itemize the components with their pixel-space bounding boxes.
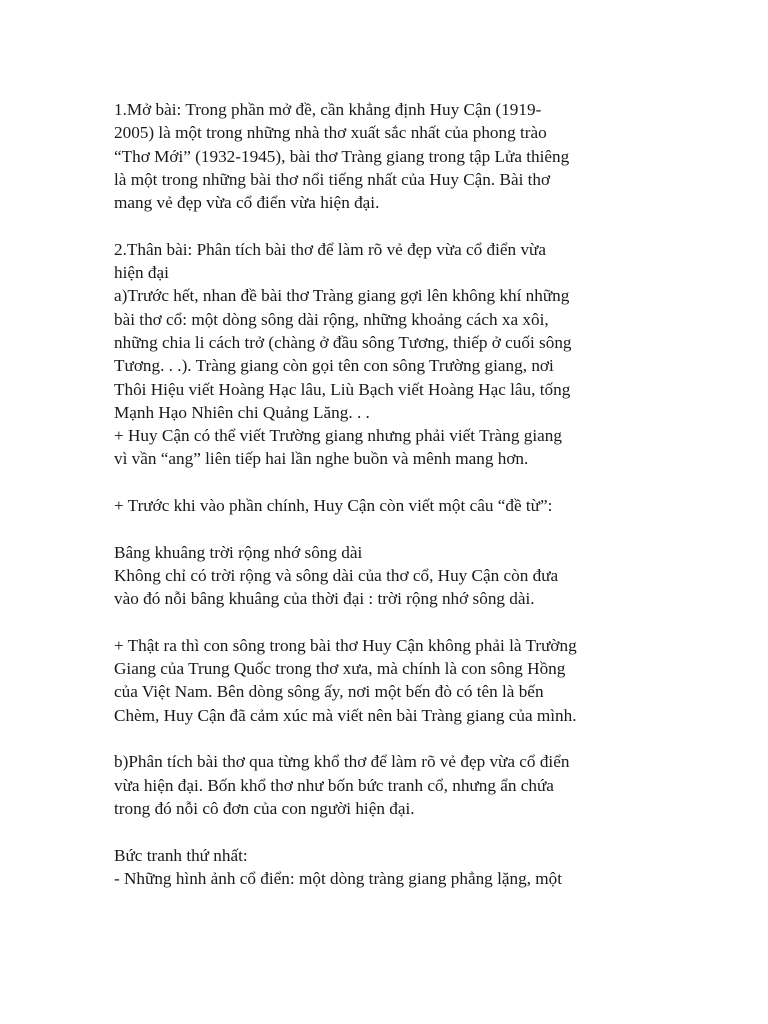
text-line: + Trước khi vào phần chính, Huy Cận còn viết một câu “đề từ”: — [114, 496, 553, 516]
text-line: 2.Thân bài: Phân tích bài thơ để làm rõ vẻ đẹp vừa cổ điển vừa — [114, 239, 546, 259]
text-line: bài thơ cổ: một dòng sông dài rộng, những khoảng cách xa xôi, — [114, 309, 549, 329]
text-line: + Thật ra thì con sông trong bài thơ Huy Cận không phải là Trường — [114, 635, 577, 655]
text-line: Tương. . .). Tràng giang còn gọi tên con sông Trường giang, nơi — [114, 356, 554, 376]
blank-line — [114, 820, 674, 843]
blank-line — [114, 611, 674, 634]
blank-line — [114, 471, 674, 494]
document-body — [114, 98, 674, 890]
text-line: “Thơ Mới” (1932-1945), bài thơ Tràng giang trong tập Lửa thiêng — [114, 146, 570, 166]
text-line: Mạnh Hạo Nhiên chi Quảng Lăng. . . — [114, 402, 370, 422]
blank-line — [114, 517, 674, 540]
text-line: Bức tranh thứ nhất: — [114, 845, 248, 865]
text-line: mang vẻ đẹp vừa cổ điển vừa hiện đại. — [114, 193, 380, 213]
text-line: vào đó nỗi bâng khuâng của thời đại : trời rộng nhớ sông dài. — [114, 589, 535, 609]
text-line: là một trong những bài thơ nổi tiếng nhất của Huy Cận. Bài thơ — [114, 169, 551, 189]
text-line: Thôi Hiệu viết Hoàng Hạc lâu, Liù Bạch viết Hoàng Hạc lâu, tống — [114, 379, 571, 399]
text-line: Bâng khuâng trời rộng nhớ sông dài — [114, 542, 363, 562]
text-line: 2005) là một trong những nhà thơ xuất sắc nhất của phong trào — [114, 123, 547, 143]
text-line: + Huy Cận có thể viết Trường giang nhưng phải viết Tràng giang — [114, 426, 562, 446]
text-line: Giang của Trung Quốc trong thơ xưa, mà chính là con sông Hồng — [114, 659, 566, 679]
text-line: Chèm, Huy Cận đã cảm xúc mà viết nên bài Tràng giang của mình. — [114, 705, 577, 725]
text-line: b)Phân tích bài thơ qua từng khổ thơ để làm rõ vẻ đẹp vừa cổ điển — [114, 752, 570, 772]
text-line: - Những hình ảnh cổ điển: một dòng tràng giang phẳng lặng, một — [114, 868, 562, 888]
text-line: của Việt Nam. Bên dòng sông ấy, nơi một bến đò có tên là bến — [114, 682, 544, 702]
blank-line — [114, 214, 674, 237]
text-line: Không chỉ có trời rộng và sông dài của thơ cổ, Huy Cận còn đưa — [114, 565, 559, 585]
blank-line — [114, 727, 674, 750]
text-line: vì vần “ang” liên tiếp hai lần nghe buồn và mênh mang hơn. — [114, 449, 529, 469]
text-line: a)Trước hết, nhan đề bài thơ Tràng giang gợi lên không khí những — [114, 286, 570, 306]
text-line: vừa hiện đại. Bốn khổ thơ như bốn bức tranh cổ, nhưng ẩn chứa — [114, 775, 554, 795]
text-line: những chia li cách trở (chàng ở đầu sông Tương, thiếp ở cuối sông — [114, 332, 572, 352]
text-line: trong đó nỗi cô đơn của con người hiện đại. — [114, 798, 415, 818]
text-line: hiện đại — [114, 263, 169, 283]
text-line: 1.Mở bài: Trong phần mở đề, cần khẳng định Huy Cận (1919- — [114, 100, 542, 119]
